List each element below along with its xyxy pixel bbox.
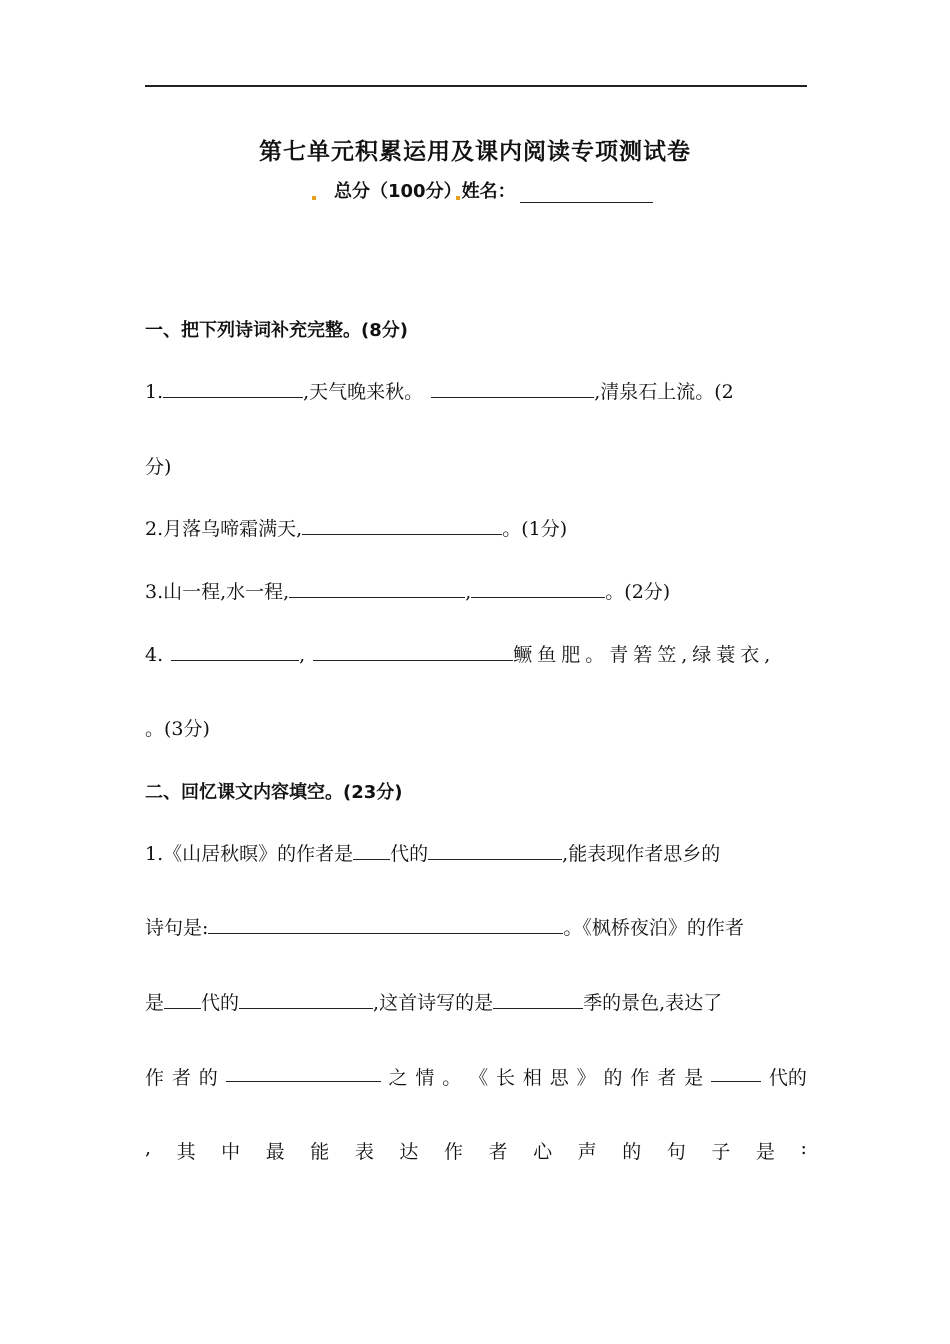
section1-q4-cont: 。(3分) xyxy=(145,718,210,740)
l4-char: 。 xyxy=(442,1067,462,1089)
orange-dot-left xyxy=(312,196,316,200)
l5-char: 中 xyxy=(221,1141,241,1163)
author1-name-blank[interactable] xyxy=(428,841,562,860)
homesick-line-blank[interactable] xyxy=(208,915,563,934)
s2-l1-c: ,能表现作者思乡的 xyxy=(562,843,721,865)
score-name-line xyxy=(334,177,653,203)
l4-char: 者 xyxy=(171,1067,191,1089)
l5-char: 子 xyxy=(711,1141,731,1163)
author2-name-blank[interactable] xyxy=(239,990,373,1009)
l4-char: 的 xyxy=(603,1067,623,1089)
l5-char: , xyxy=(145,1137,152,1159)
section1-heading: 一、把下列诗词补充完整。(8分) xyxy=(145,320,408,341)
emotion-blank[interactable] xyxy=(226,1063,381,1082)
section1-q4 xyxy=(145,640,775,667)
l5-char: 能 xyxy=(310,1141,330,1163)
section1-q1 xyxy=(145,377,734,404)
l5-char: 声 xyxy=(577,1141,597,1163)
section1-q3 xyxy=(145,577,670,604)
section1-q2 xyxy=(145,514,567,541)
s2-l3-c: ,这首诗写的是 xyxy=(373,992,494,1014)
s2-l2-a: 诗句是: xyxy=(145,917,209,939)
section2-line4 xyxy=(145,1063,807,1090)
s2-l3-a: 是 xyxy=(145,992,165,1014)
q1-blank-b[interactable] xyxy=(431,379,594,398)
q3-mid: , xyxy=(465,581,472,603)
l4-char: 思 xyxy=(549,1067,569,1089)
q1-part-a: ,天气晚来秋。 xyxy=(303,381,424,403)
q3-text: 山一程,水一程, xyxy=(163,581,290,603)
section2-heading: 二、回忆课文内容填空。(23分) xyxy=(145,782,403,803)
s2-l1-a: 《山居秋暝》的作者是 xyxy=(163,843,354,865)
l5-char: 达 xyxy=(399,1141,419,1163)
l4-char: 是 xyxy=(684,1067,704,1089)
author1-dynasty-blank[interactable] xyxy=(353,841,390,860)
q4-blank-b[interactable] xyxy=(313,642,513,661)
page-title: 第七单元积累运用及课内阅读专项测试卷 xyxy=(259,139,691,165)
s2-l3-b: 代的 xyxy=(201,992,240,1014)
s2-l1-num: 1. xyxy=(145,843,164,865)
q1-num: 1. xyxy=(145,381,164,403)
q3-blank-a[interactable] xyxy=(289,579,465,598)
section1-q1-cont: 分) xyxy=(145,456,172,478)
l5-char: 是 xyxy=(755,1141,775,1163)
q3-tail: 。(2分) xyxy=(605,581,671,603)
l4-char: 之 xyxy=(388,1067,408,1089)
q4-blank-a[interactable] xyxy=(171,642,299,661)
name-label: 姓名： xyxy=(461,181,516,202)
author2-dynasty-blank[interactable] xyxy=(164,990,201,1009)
l4-char: 相 xyxy=(522,1067,542,1089)
total-score: 总分（100分） xyxy=(334,181,462,202)
top-rule xyxy=(145,85,807,87)
l4-char: 作 xyxy=(145,1067,165,1089)
l5-char: 者 xyxy=(488,1141,508,1163)
q4-mid: , xyxy=(299,644,306,666)
l4-char: 作 xyxy=(630,1067,650,1089)
q1-part-b: ,清泉石上流。(2 xyxy=(594,381,734,403)
s2-l1-b: 代的 xyxy=(390,843,429,865)
l5-char: 的 xyxy=(622,1141,642,1163)
l5-char: 表 xyxy=(354,1141,374,1163)
l4-char: 情 xyxy=(415,1067,435,1089)
section2-line1 xyxy=(145,839,720,866)
name-input-blank[interactable] xyxy=(520,184,653,203)
l5-char: 心 xyxy=(533,1141,553,1163)
q3-num: 3. xyxy=(145,581,164,603)
s2-l2-b: 。《枫桥夜泊》的作者 xyxy=(563,917,744,939)
l4-char: 《 xyxy=(469,1067,489,1089)
l4-char: 长 xyxy=(495,1067,515,1089)
season-blank[interactable] xyxy=(493,990,583,1009)
q2-tail: 。(1分) xyxy=(502,518,568,540)
l5-char: : xyxy=(800,1137,807,1159)
l4-char: 者 xyxy=(657,1067,677,1089)
author3-dynasty-blank[interactable] xyxy=(711,1063,761,1082)
l4-char: 的 xyxy=(198,1067,218,1089)
q3-blank-b[interactable] xyxy=(471,579,605,598)
q2-text: 月落乌啼霜满天, xyxy=(163,518,303,540)
q4-text: 鳜鱼肥。青箬笠,绿蓑衣, xyxy=(513,644,776,666)
s2-l3-d: 季的景色,表达了 xyxy=(583,992,723,1014)
l5-char: 句 xyxy=(666,1141,686,1163)
l4-char: 》 xyxy=(576,1067,596,1089)
q4-num: 4. xyxy=(145,644,164,666)
l5-char: 作 xyxy=(443,1141,463,1163)
l5-char: 其 xyxy=(176,1141,196,1163)
l5-char: 最 xyxy=(265,1141,285,1163)
section2-line2 xyxy=(145,913,744,940)
section2-line5 xyxy=(145,1137,807,1164)
q2-blank[interactable] xyxy=(302,516,502,535)
l4-tail: 代的 xyxy=(768,1067,807,1089)
q1-blank-a[interactable] xyxy=(163,379,303,398)
q2-num: 2. xyxy=(145,518,164,540)
section2-line3 xyxy=(145,988,722,1015)
